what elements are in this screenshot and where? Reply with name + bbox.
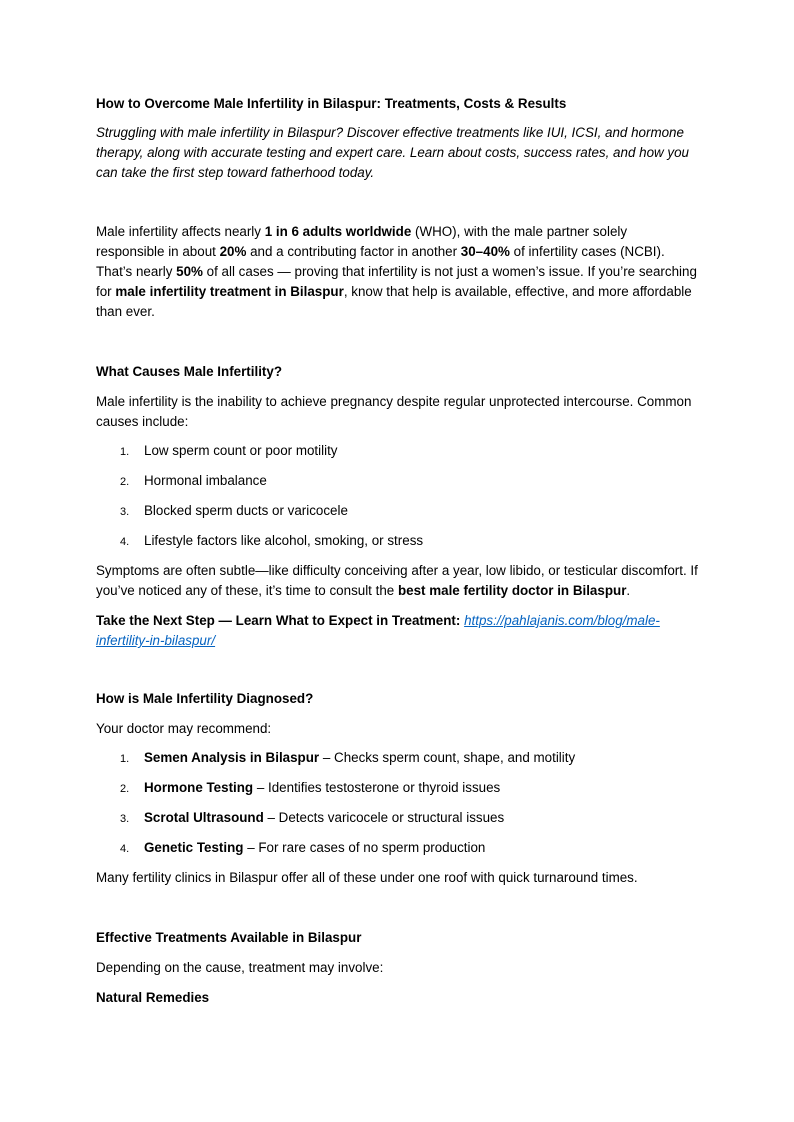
list-item: 3. Scrotal Ultrasound – Detects varicocele or structural issues bbox=[120, 810, 505, 825]
causes-heading: What Causes Male Infertility? bbox=[96, 364, 283, 379]
document-page bbox=[96, 94, 698, 1008]
diagnosis-outro: Many fertility clinics in Bilaspur offer all of these under one roof with quick turnaround times. bbox=[96, 870, 638, 885]
list-item: 4. Lifestyle factors like alcohol, smoking, or stress bbox=[120, 533, 424, 548]
list-item: 2. Hormonal imbalance bbox=[120, 473, 267, 488]
list-item: 1. Semen Analysis in Bilaspur – Checks sperm count, shape, and motility bbox=[120, 750, 576, 765]
treatments-intro: Depending on the cause, treatment may involve: bbox=[96, 960, 384, 975]
diagnosis-list bbox=[96, 748, 698, 858]
diagnosis-heading: How is Male Infertility Diagnosed? bbox=[96, 691, 314, 706]
list-item: 3. Blocked sperm ducts or varicocele bbox=[120, 503, 348, 518]
cta-paragraph: Take the Next Step — Learn What to Expect in Treatment: https://pahlajanis.com/blog/male-infertility-in-bilaspur/ bbox=[96, 613, 660, 648]
treatments-heading: Effective Treatments Available in Bilaspur bbox=[96, 930, 362, 945]
stats-paragraph: Male infertility affects nearly 1 in 6 adults worldwide (WHO), with the male partner solely responsible in about 20% and a contributing factor in another 30–40% of infertility cases (NCBI). That’s nearly 50% of all cases — proving that infertility is not just a women’s issue. If you’re searching for male infertility treatment in Bilaspur, know that help is available, effective, and more affordable than ever. bbox=[96, 224, 697, 319]
symptoms-paragraph: Symptoms are often subtle—like difficulty conceiving after a year, low libido, or testicular discomfort. If you’ve noticed any of these, it’s time to consult the best male fertility doctor in Bilaspur. bbox=[96, 563, 698, 598]
page-title: How to Overcome Male Infertility in Bilaspur: Treatments, Costs & Results bbox=[96, 96, 567, 111]
natural-remedies-heading: Natural Remedies bbox=[96, 990, 210, 1005]
list-item: 1. Low sperm count or poor motility bbox=[120, 443, 338, 458]
blog-link[interactable]: https://pahlajanis.com/blog/male-infertility-in-bilaspur/ bbox=[96, 613, 660, 648]
intro-paragraph: Struggling with male infertility in Bilaspur? Discover effective treatments like IUI, ICSI, and hormone therapy, along with accurate testing and expert care. Learn about costs, success rates, and how you can take the first step toward fatherhood today. bbox=[96, 125, 689, 180]
list-item: 2. Hormone Testing – Identifies testosterone or thyroid issues bbox=[120, 780, 501, 795]
causes-list bbox=[96, 441, 698, 551]
diagnosis-intro: Your doctor may recommend: bbox=[96, 721, 272, 736]
list-item: 4. Genetic Testing – For rare cases of no sperm production bbox=[120, 840, 486, 855]
causes-intro: Male infertility is the inability to achieve pregnancy despite regular unprotected intercourse. Common causes include: bbox=[96, 394, 692, 429]
